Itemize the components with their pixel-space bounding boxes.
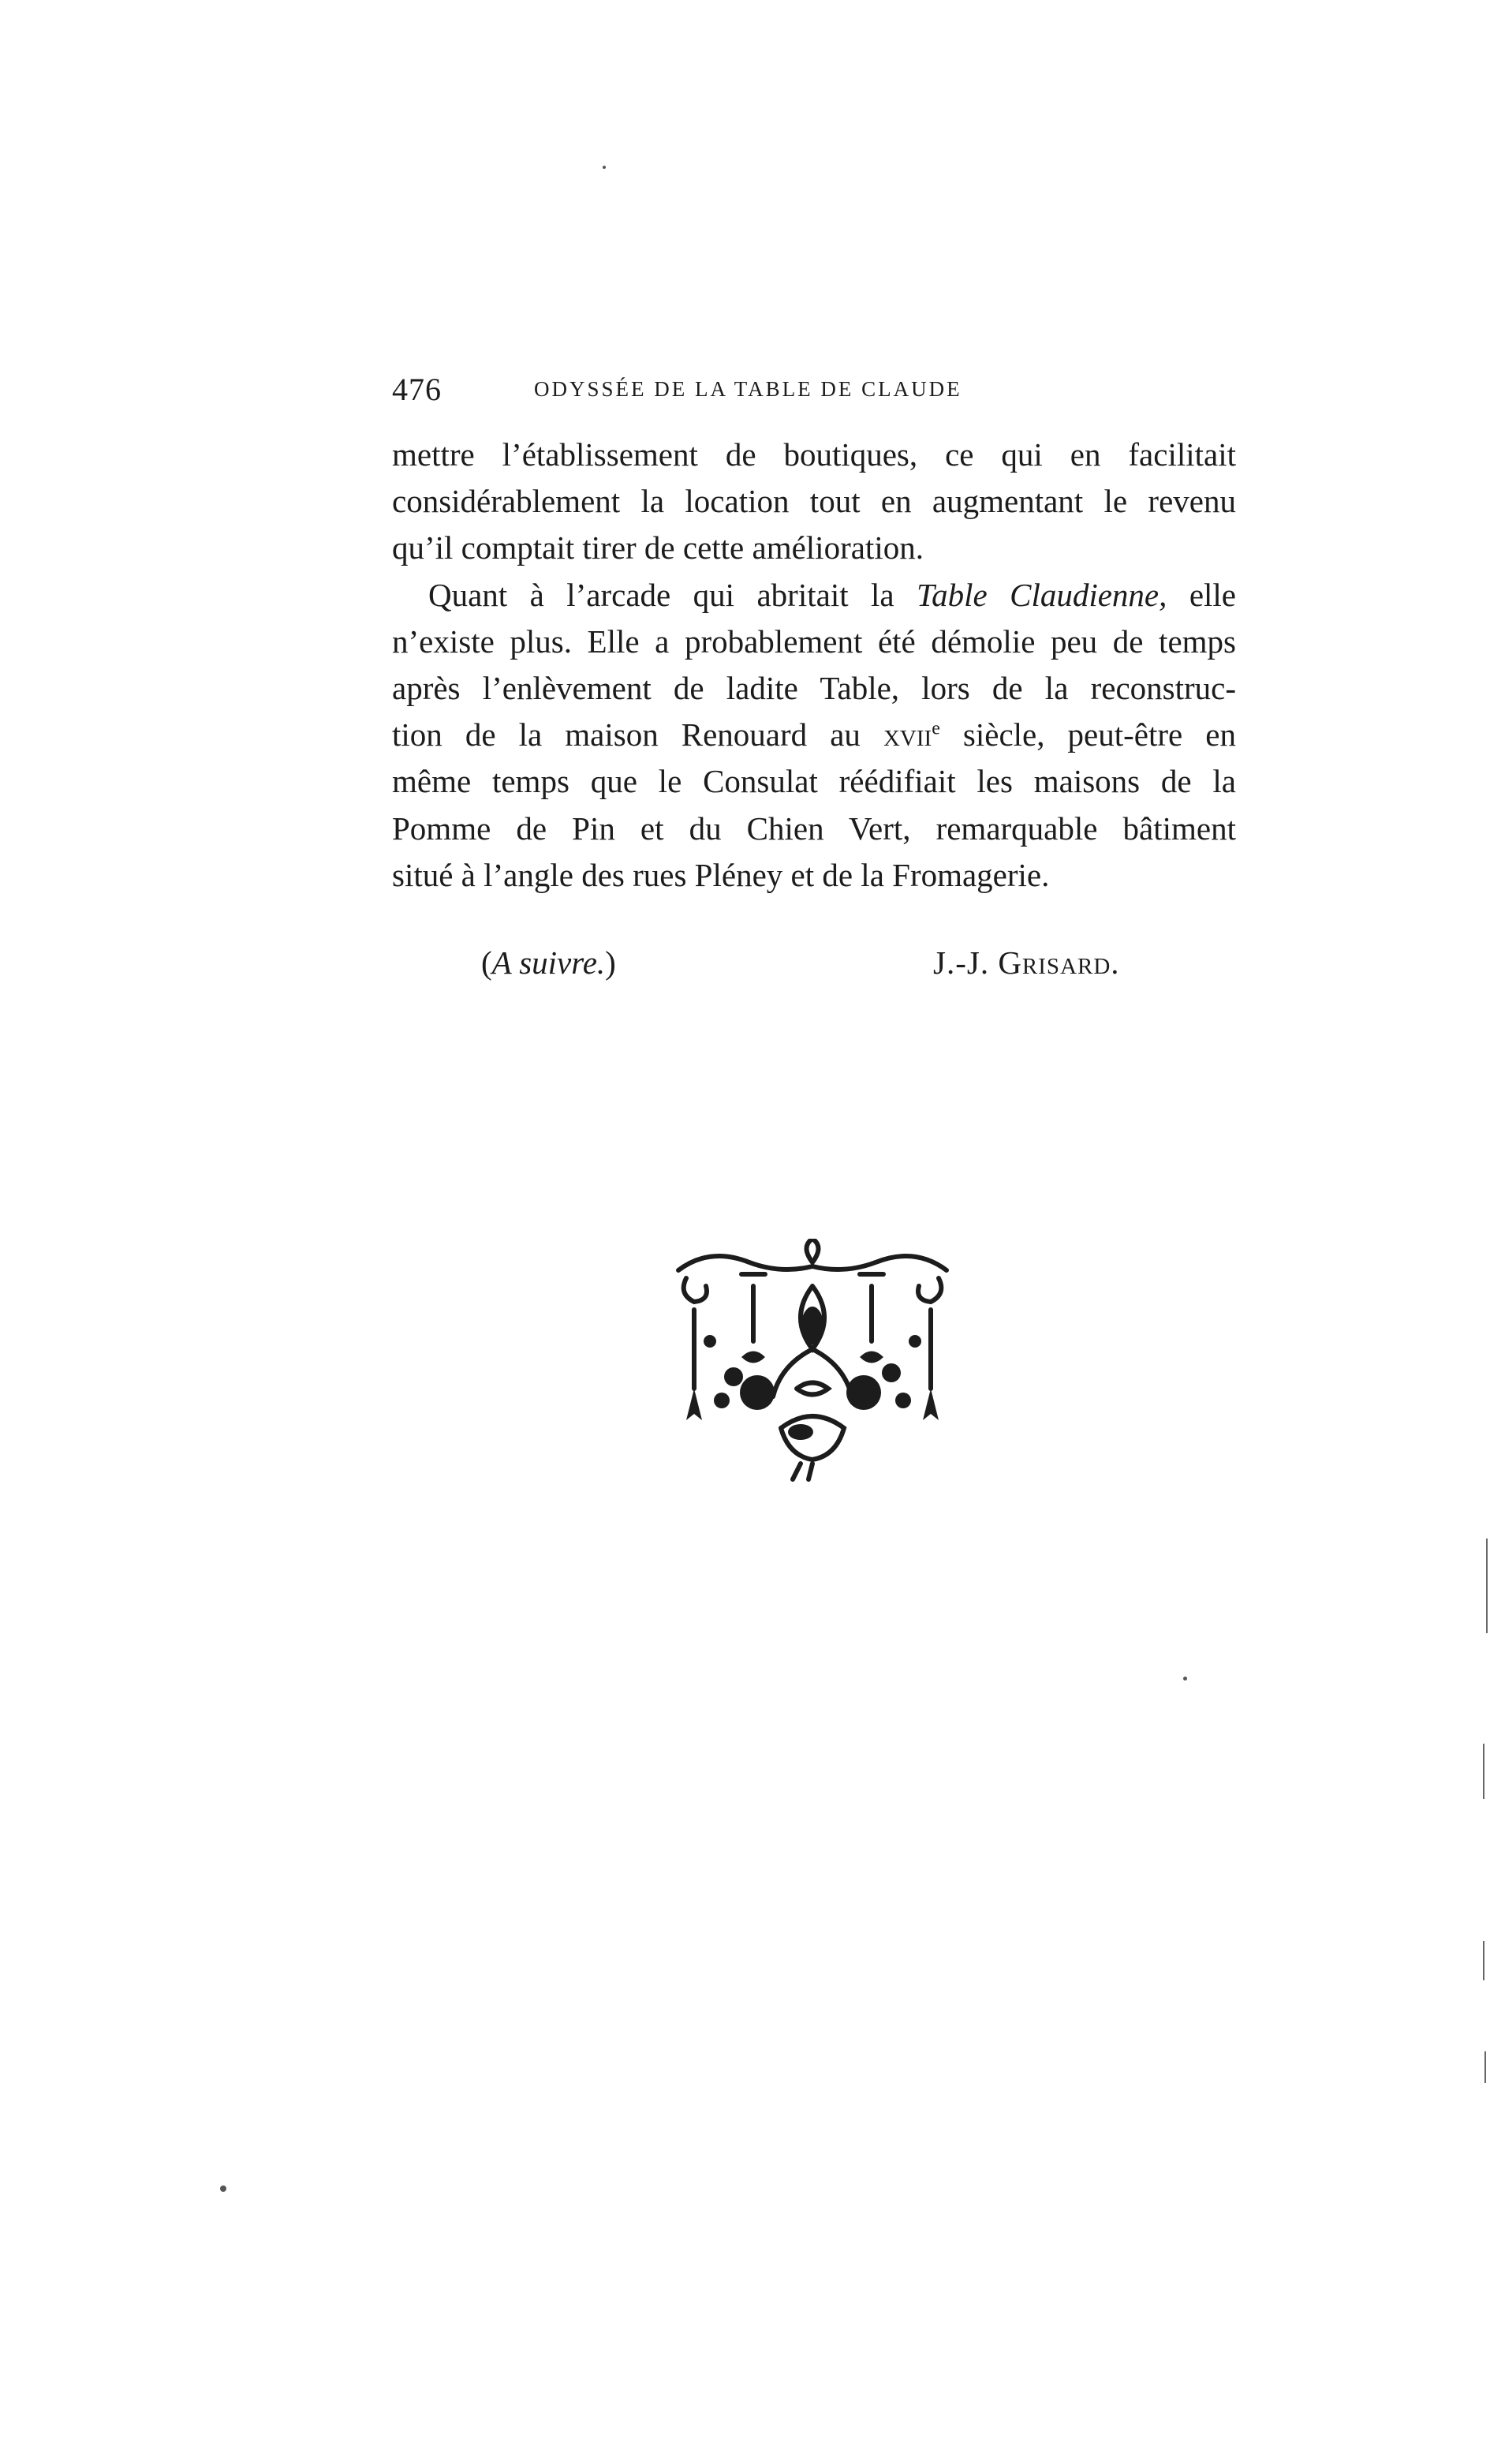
scan-edge-line — [1486, 1539, 1488, 1633]
running-title: ODYSSÉE DE LA TABLE DE CLAUDE — [534, 377, 962, 401]
scan-edge-line — [1483, 1941, 1484, 1980]
text-span: tion de la maison Renouard au — [392, 716, 883, 753]
a-suivre-text: A suivre. — [491, 944, 606, 981]
text-line — [392, 712, 1236, 758]
running-head — [392, 371, 1236, 410]
text-line: considérablement la location tout en augmentant le revenu — [392, 483, 1236, 520]
italic-title: Table Claudienne, — [917, 576, 1167, 613]
text-line: Pomme de Pin et du Chien Vert, remarquable bâtiment — [392, 809, 1236, 847]
century-numeral: xvii — [883, 716, 932, 753]
scan-speck — [220, 2185, 226, 2192]
to-be-continued — [481, 944, 616, 981]
text-line: mettre l’établissement de boutiques, ce qui en facilitait — [392, 436, 1236, 473]
text-line — [392, 572, 1236, 619]
text-span: Quant à l’arcade qui abritait la — [428, 576, 917, 613]
author-signature — [933, 944, 1120, 981]
floral-tailpiece-ornament-icon — [663, 1239, 962, 1483]
signature-initials: J.-J. — [933, 944, 990, 981]
body-text — [392, 432, 1236, 899]
text-line: même temps que le Consulat réédifiait les maisons de la — [392, 763, 1236, 800]
paren-open: ( — [481, 944, 492, 981]
text-span: elle — [1167, 576, 1236, 613]
closing-row — [392, 944, 1236, 991]
paren-close: ) — [605, 944, 616, 981]
text-line: qu’il comptait tirer de cette amélioration. — [392, 529, 924, 566]
page-number: 476 — [392, 372, 442, 407]
text-line: n’existe plus. Elle a probablement été démolie peu de temps — [392, 623, 1236, 660]
signature-name: Grisard. — [998, 944, 1120, 981]
scan-speck — [1183, 1677, 1187, 1681]
scan-edge-line — [1483, 1744, 1484, 1799]
text-span: siècle, peut-être en — [939, 716, 1236, 753]
scan-edge-line — [1484, 2051, 1486, 2083]
scan-speck — [603, 166, 606, 169]
text-line: après l’enlèvement de ladite Table, lors de la reconstruc- — [392, 670, 1236, 707]
superscript: e — [932, 718, 940, 739]
text-line: situé à l’angle des rues Pléney et de la Fromagerie. — [392, 856, 1050, 893]
